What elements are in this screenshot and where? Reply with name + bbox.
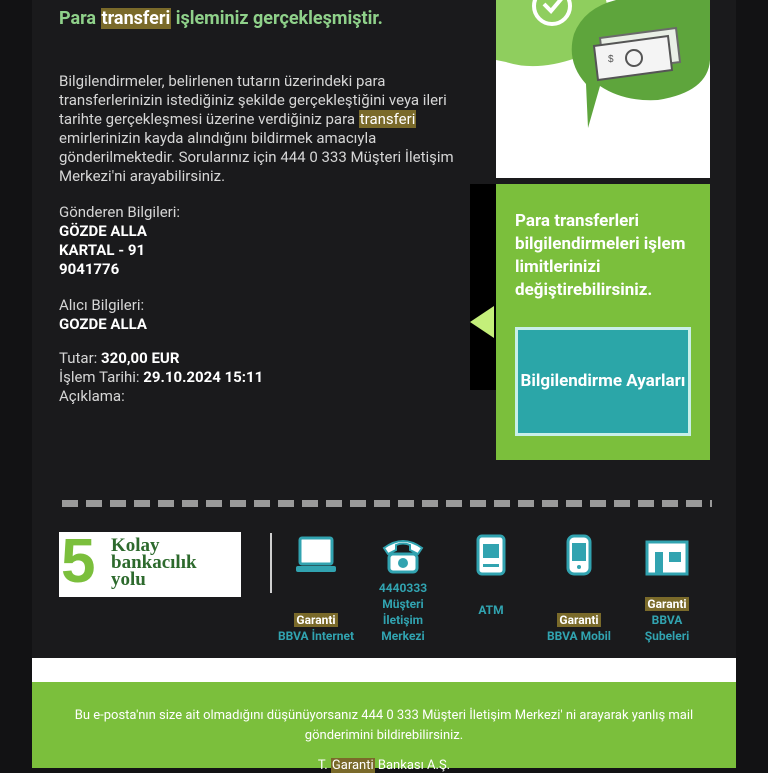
page-title (59, 8, 383, 29)
money-speech-bubble-icon (496, 0, 710, 178)
headline-highlight: transferi (101, 8, 171, 29)
headline-pre: Para (59, 8, 101, 29)
channel-internet[interactable] (271, 534, 361, 644)
channel-internet-label: BBVA İnternet (277, 629, 355, 643)
sender-info (59, 203, 180, 279)
sender-name: GÖZDE ALLA (59, 222, 147, 240)
bank-name-highlight: Garanti (331, 758, 374, 773)
channel-mobile-label: BBVA Mobil (546, 629, 611, 643)
sender-branch: KARTAL - 91 (59, 241, 146, 259)
info-paragraph (59, 72, 459, 186)
mobile-icon (564, 534, 594, 576)
channel-mobile-brand: Garanti (559, 613, 599, 627)
channel-atm-label: ATM (478, 603, 504, 617)
bank-name-post: Bankası A.Ş. (374, 758, 451, 773)
headline-post: işleminiz gerçekleşmiştir. (171, 8, 383, 29)
channel-call-center-label: 4440333 Müşteri İletişim Merkezi (378, 581, 428, 643)
paragraph-highlight: transferi (359, 110, 416, 128)
promo-title: Para transferleri bilgilendirmeleri işlem limitlerinizi değiştirebilirsiniz. (515, 211, 686, 300)
five-ways-line3: yolu (111, 569, 146, 590)
phone-icon (380, 534, 426, 576)
receiver-label: Alıcı Bilgileri: (59, 296, 145, 314)
footer-top-band (32, 658, 736, 682)
five-ways-number: 5 (61, 527, 96, 596)
footer-bank-name (40, 758, 728, 773)
svg-text:$: $ (608, 54, 614, 65)
channel-mobile[interactable] (539, 534, 619, 644)
bank-name-pre: T. (317, 758, 331, 773)
section-divider (62, 500, 712, 507)
date-label: İşlem Tarihi: (59, 368, 140, 386)
atm-icon (475, 534, 507, 576)
transaction-info (59, 349, 263, 406)
date-value: 29.10.2024 15:11 (143, 368, 264, 386)
channel-branches[interactable] (632, 534, 702, 644)
paragraph-part1: Bilgilendirmeler, belirlenen tutarın üzerindeki para transferlerinizin istediğiniz şekilde gerçekleştiğini veya ileri tarihte gerçekleşmesi üzerine verdiğiniz para (59, 72, 447, 128)
footer-notice: Bu e-posta'nın size ait olmadığını düşünüyorsanız 444 0 333 Müşteri İletişim Merkezi' ni arayarak yanlış mail gönderimini bildirebilirsiniz. (74, 708, 694, 743)
laptop-icon (294, 534, 338, 576)
channel-atm[interactable] (461, 534, 521, 618)
five-ways-line2: bankacılık (111, 552, 197, 573)
five-ways-text (111, 537, 197, 588)
channel-call-center[interactable] (366, 534, 440, 644)
channel-branches-brand: Garanti (647, 597, 687, 611)
channel-internet-brand: Garanti (296, 613, 336, 627)
sender-account: 9041776 (59, 260, 120, 278)
amount-value: 320,00 EUR (101, 349, 180, 367)
receiver-name: GOZDE ALLA (59, 315, 147, 333)
sender-label: Gönderen Bilgileri: (59, 203, 181, 221)
amount-label: Tutar: (59, 349, 98, 367)
promo-illustration (496, 0, 710, 178)
promo-pointer-arrow (470, 306, 494, 338)
paragraph-part2: emirlerinizin kayda alındığını bildirmek amacıyla gönderilmektedir. Sorularınız için 444 0 333 Müşteri İletişim Merkezi'ni arayabilirsiniz. (59, 129, 454, 185)
promo-shadow-strip (470, 184, 496, 390)
description-label: Açıklama: (59, 387, 125, 405)
channel-branches-label: BBVA Şubeleri (644, 613, 690, 643)
notification-settings-button[interactable]: Bilgilendirme Ayarları (515, 327, 691, 436)
five-ways-logo (59, 527, 241, 597)
five-ways-line1: Kolay (111, 535, 160, 556)
branch-icon (643, 534, 691, 576)
receiver-info (59, 296, 147, 334)
